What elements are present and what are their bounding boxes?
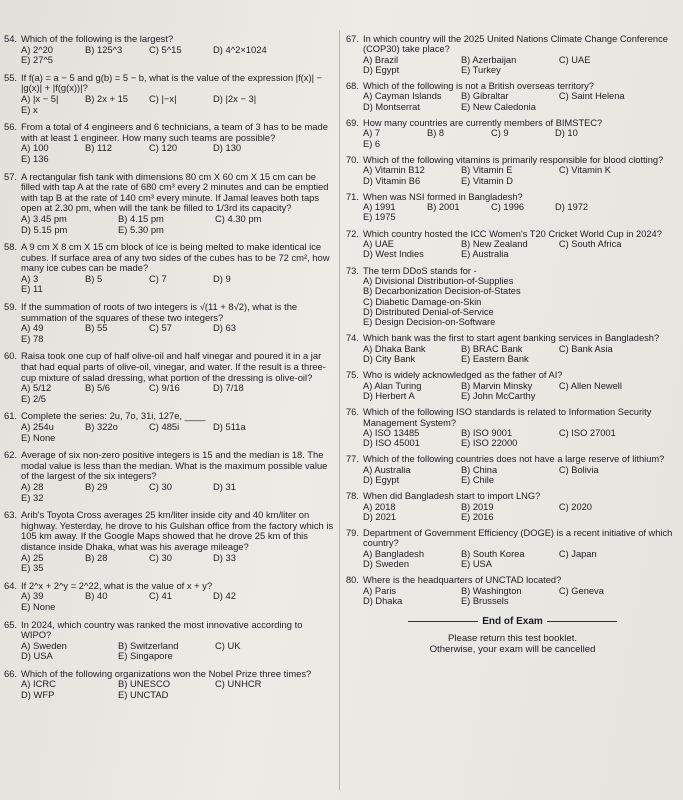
question-number: 59. [4, 301, 18, 313]
answer-option: B) Marvin Minsky [460, 380, 533, 391]
answer-option: B) 8 [427, 128, 445, 139]
question-number: 72. [346, 228, 359, 239]
question-55 [4, 73, 334, 115]
question-71 [346, 192, 679, 223]
column-divider [339, 30, 340, 790]
answer-options [346, 128, 679, 149]
question-text: A rectangular fish tank with dimensions 80 cm X 60 cm X 15 cm can be filled with tap A at the rate of 680 cm³ every 2 minutes and can be emptied with tap B at the rate of 140 cm³ every minute. If Jamal leaves both taps open at 2.30 pm, when will the tank be filled to 1/3rd its capacity? [21, 170, 329, 214]
answer-option: D) 63 [213, 322, 236, 334]
answer-options [4, 482, 334, 503]
answer-option: E) New Caledonia [460, 101, 536, 112]
question-text: Which country hosted the ICC Women's T20 Cricket World Cup in 2024? [363, 228, 662, 239]
question-text: If 2^x + 2^y = 2^22, what is the value of x + y? [21, 579, 213, 591]
answer-option: E) 78 [21, 332, 44, 344]
question-80 [346, 575, 679, 606]
answer-option: E) John McCarthy [460, 390, 536, 401]
answer-option: D) Egypt [363, 474, 400, 485]
question-72 [346, 229, 679, 260]
answer-option: E) 32 [21, 491, 44, 503]
answer-option: B) 28 [85, 551, 108, 563]
question-number: 61. [4, 410, 18, 422]
question-59 [4, 302, 334, 344]
answer-option: B) South Korea [460, 548, 525, 559]
question-65 [4, 620, 334, 662]
question-61 [4, 411, 334, 443]
answer-option: A) 3.45 pm [21, 212, 67, 224]
answer-option: C) UAE [558, 54, 591, 65]
question-74 [346, 333, 679, 364]
question-text: In which country will the 2025 United Nations Climate Change Conference (COP30) take place? [363, 34, 668, 55]
question-text: If f(a) = a − 5 and g(b) = 5 − b, what is the value of the expression |f(x)| − |g(x)| + |f(g(x))|? [21, 71, 323, 94]
question-number: 60. [4, 350, 18, 362]
answer-option: B) 322o [85, 421, 118, 432]
question-text: Which bank was the first to start agent banking services in Bangladesh? [363, 333, 660, 344]
answer-option: E) None [21, 600, 56, 612]
answer-option: D) Dhaka [363, 595, 403, 606]
question-number: 55. [4, 71, 18, 83]
question-number: 80. [346, 575, 359, 586]
question-64 [4, 581, 334, 613]
answer-option: E) 6 [363, 138, 381, 149]
return-booklet-note [346, 633, 679, 655]
answer-option: A) 39 [21, 590, 44, 602]
answer-option: A) ISO 13485 [363, 427, 420, 438]
answer-options [346, 465, 679, 486]
answer-option: A) Brazil [363, 54, 399, 65]
question-text: When was NSI formed in Bangladesh? [363, 191, 523, 202]
answer-option: C) UK [215, 639, 241, 651]
answer-option: A) Dhaka Bank [363, 343, 426, 354]
question-number: 75. [346, 370, 359, 381]
answer-option: C) ISO 27001 [558, 427, 616, 438]
question-text: The term DDoS stands for - [363, 265, 477, 276]
question-number: 57. [4, 170, 18, 182]
answer-option: A) Sweden [21, 639, 67, 651]
answer-option: C) UNHCR [215, 678, 262, 690]
answer-options [4, 383, 334, 404]
answer-option: C) 5^15 [149, 43, 182, 55]
question-number: 71. [346, 191, 359, 202]
answer-option: B) 40 [85, 590, 108, 602]
answer-options [4, 553, 334, 574]
answer-option: B) 125^3 [85, 43, 123, 55]
question-text: How many countries are currently members of BIMSTEC? [363, 118, 603, 129]
answer-options [346, 165, 679, 186]
answer-option: D) USA [21, 650, 53, 662]
answer-option: B) BRAC Bank [460, 343, 523, 354]
answer-options [346, 55, 679, 76]
answer-option: C) South Africa [558, 239, 622, 250]
question-text: In 2024, which country was ranked the most innovative according to WIPO? [21, 618, 303, 641]
answer-option: E) Design Decision-on-Software [363, 317, 496, 328]
question-number: 74. [346, 333, 359, 344]
note-line-2: Otherwise, your exam will be cancelled [429, 644, 596, 656]
answer-options [4, 323, 334, 344]
answer-option: E) x [21, 103, 38, 115]
right-column [346, 34, 679, 655]
question-text: When did Bangladesh start to import LNG? [363, 491, 541, 502]
question-number: 73. [346, 265, 359, 276]
answer-options [346, 381, 679, 402]
answer-option: D) City Bank [363, 354, 416, 365]
answer-option: C) Bolivia [558, 464, 599, 475]
answer-option: E) Chile [460, 474, 495, 485]
answer-option: B) 5 [85, 272, 103, 284]
answer-option: B) 29 [85, 480, 108, 492]
answer-options [4, 274, 334, 295]
question-56 [4, 122, 334, 164]
answer-options [346, 202, 679, 223]
answer-option: E) Brussels [460, 595, 509, 606]
answer-option: C) 1996 [491, 202, 525, 213]
answer-option: B) Washington [460, 585, 522, 596]
question-number: 62. [4, 449, 18, 461]
answer-option: C) 2020 [558, 501, 592, 512]
question-60 [4, 351, 334, 404]
answer-option: A) Cayman Islands [363, 91, 442, 102]
answer-option: A) 5/12 [21, 382, 52, 394]
question-67 [346, 34, 679, 75]
question-text: If the summation of roots of two integers is √(11 + 8√2), what is the summation of the squares of these two integers? [21, 301, 298, 323]
question-number: 67. [346, 34, 359, 44]
question-number: 69. [346, 118, 359, 129]
question-69 [346, 118, 679, 149]
answer-options [4, 94, 334, 115]
answer-option: D) |2x − 3| [213, 92, 257, 104]
answer-option: A) 100 [21, 142, 49, 154]
answer-option: A) 28 [21, 480, 44, 492]
answer-option: B) UNESCO [118, 678, 171, 690]
answer-option: C) 4.30 pm [215, 212, 262, 224]
question-number: 65. [4, 618, 18, 630]
answer-option: A) 49 [21, 322, 44, 334]
answer-option: E) 136 [21, 152, 49, 164]
end-label: End of Exam [482, 616, 543, 628]
question-63 [4, 510, 334, 574]
answer-option: A) 2^20 [21, 43, 54, 55]
answer-option: C) Geneva [558, 585, 604, 596]
answer-option: A) 25 [21, 551, 44, 563]
question-text: Which of the following is the largest? [21, 33, 174, 44]
answer-options [346, 428, 679, 449]
question-text: Where is the headquarters of UNCTAD located? [363, 575, 562, 586]
question-text: Complete the series: 2u, 7o, 31i, 127e, ____ [21, 410, 206, 422]
answer-option: A) Australia [363, 464, 411, 475]
answer-option: C) 485i [149, 421, 180, 432]
question-54 [4, 34, 334, 66]
question-text: Average of six non-zero positive integers is 15 and the median is 18. The modal value is less than the median. What is the maximum possible value of the largest of the six integers? [21, 449, 328, 482]
answer-option: A) 1991 [363, 202, 396, 213]
answer-option: E) Turkey [460, 64, 501, 75]
rule-left [408, 621, 478, 622]
answer-option: E) None [21, 431, 56, 443]
question-number: 56. [4, 121, 18, 133]
answer-option: D) 2021 [363, 511, 397, 522]
answer-options [346, 239, 679, 260]
answer-option: A) Paris [363, 585, 397, 596]
answer-option: C) Diabetic Damage-on-Skin [363, 296, 482, 307]
answer-option: D) Egypt [363, 64, 400, 75]
answer-option: D) Distributed Denial-of-Service [363, 306, 494, 317]
answer-option: B) Vitamin E [460, 165, 513, 176]
answer-option: A) 7 [363, 128, 381, 139]
question-number: 77. [346, 454, 359, 465]
answer-option: B) 2019 [460, 501, 494, 512]
answer-option: B) ISO 9001 [460, 427, 513, 438]
question-73 [346, 266, 679, 328]
question-text: Which of the following ISO standards is related to Information Security Management System? [363, 407, 652, 428]
answer-options [4, 45, 334, 66]
question-text: A 9 cm X 8 cm X 15 cm block of ice is being melted to make identical ice cubes. If surface area of any two sides of the cubes has to be 72 cm², how many ice cubes can be made? [21, 241, 330, 274]
question-62 [4, 450, 334, 503]
answer-option: D) 42 [213, 590, 236, 602]
answer-option: C) Allen Newell [558, 380, 622, 391]
answer-option: D) WFP [21, 689, 55, 701]
answer-option: C) 120 [149, 142, 178, 154]
answer-option: A) UAE [363, 239, 394, 250]
question-58 [4, 242, 334, 295]
question-number: 78. [346, 491, 359, 502]
question-77 [346, 454, 679, 485]
answer-option: A) Divisional Distribution-of-Supplies [363, 275, 514, 286]
question-text: Who is widely acknowledged as the father of AI? [363, 370, 563, 381]
answer-options [4, 143, 334, 164]
question-text: Which of the following countries does not have a large reserve of lithium? [363, 454, 665, 465]
answer-option: E) 5.30 pm [118, 223, 164, 235]
answer-option: E) Vitamin D [460, 175, 513, 186]
answer-option: B) Decarbonization Decision-of-States [363, 286, 521, 297]
question-number: 54. [4, 33, 18, 44]
answer-option: D) 5.15 pm [21, 223, 68, 235]
answer-option: C) Japan [558, 548, 597, 559]
question-number: 66. [4, 667, 18, 679]
answer-option: D) Sweden [363, 559, 409, 570]
answer-option: E) 27^5 [21, 54, 54, 66]
answer-option: A) Alan Turing [363, 380, 422, 391]
answer-option: B) Switzerland [118, 639, 179, 651]
question-number: 64. [4, 579, 18, 591]
answer-option: A) 254u [21, 421, 54, 432]
answer-option: E) 2016 [460, 511, 494, 522]
note-line-1: Please return this test booklet. [447, 633, 578, 645]
question-text: Which of the following organizations won the Nobel Prize three times? [21, 667, 312, 679]
answer-option: C) 9/16 [149, 382, 180, 394]
answer-option: A) Bangladesh [363, 548, 424, 559]
answer-option: C) 57 [149, 322, 172, 334]
answer-option: C) 30 [149, 480, 172, 492]
answer-option: D) Herbert A [363, 390, 415, 401]
answer-option: C) Saint Helena [558, 91, 625, 102]
answer-option: B) 112 [85, 142, 112, 154]
answer-option: D) 130 [213, 142, 242, 154]
answer-option: E) Australia [460, 249, 509, 260]
answer-option: E) 11 [21, 283, 43, 295]
answer-option: D) Montserrat [363, 101, 420, 112]
answer-options [346, 276, 679, 327]
question-70 [346, 155, 679, 186]
answer-option: D) West Indies [363, 249, 424, 260]
question-number: 63. [4, 509, 18, 521]
question-number: 79. [346, 528, 359, 539]
answer-option: B) 4.15 pm [118, 212, 164, 224]
question-78 [346, 491, 679, 522]
answer-option: D) 31 [213, 480, 236, 492]
question-number: 76. [346, 407, 359, 418]
answer-option: B) Gibraltar [460, 91, 509, 102]
answer-option: A) |x − 5| [21, 92, 59, 104]
answer-option: A) 3 [21, 272, 39, 284]
answer-option: D) 10 [555, 128, 578, 139]
answer-option: D) 511a [213, 421, 246, 432]
answer-option: E) Eastern Bank [460, 354, 529, 365]
answer-options [346, 91, 679, 112]
question-79 [346, 528, 679, 569]
answer-option: D) 4^2×1024 [213, 43, 267, 55]
question-text: Which of the following vitamins is primarily responsible for blood clotting? [363, 154, 664, 165]
answer-option: C) 30 [149, 551, 172, 563]
answer-option: E) UNCTAD [118, 689, 169, 701]
question-number: 68. [346, 81, 359, 92]
question-text: Raisa took one cup of half olive-oil and half vinegar and poured it in a jar that had equal parts of olive-oil, vinegar, and water. If the result is a three-cup mixture of salad dressing, what portion of the dressing is olive-oil? [21, 350, 326, 383]
question-66 [4, 669, 334, 701]
answer-option: C) 41 [149, 590, 172, 602]
question-number: 70. [346, 154, 359, 165]
answer-options [346, 586, 679, 607]
answer-options [4, 679, 334, 700]
answer-option: A) ICRC [21, 678, 56, 690]
answer-options [346, 549, 679, 570]
rule-right [547, 621, 617, 622]
answer-option: C) 7 [149, 272, 167, 284]
question-text: Arib's Toyota Cross averages 25 km/liter inside city and 40 km/liter on highway. Yesterday, he drove to his Gulshan office from the factory which is 105 km away. If the Google Maps showed that he drove 25 km of this distance inside Dhaka, what was his average mileage? [21, 509, 334, 552]
answer-options [346, 502, 679, 523]
answer-option: B) 2x + 15 [85, 92, 128, 104]
question-75 [346, 370, 679, 401]
answer-options [4, 641, 334, 662]
answer-option: D) ISO 45001 [363, 438, 420, 449]
answer-option: D) 33 [213, 551, 236, 563]
question-57 [4, 172, 334, 236]
left-column [4, 34, 334, 708]
answer-option: B) 5/6 [85, 382, 111, 394]
answer-option: A) Vitamin B12 [363, 165, 425, 176]
answer-option: E) 1975 [363, 212, 396, 223]
answer-options [4, 214, 334, 235]
answer-option: C) |−x| [149, 92, 177, 104]
question-number: 58. [4, 241, 18, 253]
answer-option: E) ISO 22000 [460, 438, 518, 449]
answer-option: D) 7/18 [213, 382, 244, 394]
answer-option: B) 55 [85, 322, 108, 334]
answer-option: C) Bank Asia [558, 343, 613, 354]
answer-option: B) New Zealand [460, 239, 528, 250]
answer-options [346, 344, 679, 365]
answer-option: D) 9 [213, 272, 231, 284]
question-text: Department of Government Efficiency (DOGE) is a recent initiative of which country? [363, 528, 673, 549]
answer-option: E) 2/5 [21, 392, 47, 404]
answer-options [4, 591, 334, 612]
answer-option: D) Vitamin B6 [363, 175, 421, 186]
answer-options [4, 422, 334, 443]
answer-option: B) 2001 [427, 202, 460, 213]
answer-option: B) China [460, 464, 498, 475]
question-text: Which of the following is not a British overseas territory? [363, 81, 594, 92]
question-text: From a total of 4 engineers and 6 technicians, a team of 3 has to be made with at least 1 engineer. How many such teams are possible? [21, 121, 328, 143]
answer-option: C) 9 [491, 128, 509, 139]
question-76 [346, 407, 679, 448]
answer-option: A) 2018 [363, 501, 396, 512]
answer-option: D) 1972 [555, 202, 589, 213]
end-of-exam [346, 616, 679, 627]
answer-option: E) USA [460, 559, 492, 570]
answer-option: E) 35 [21, 562, 44, 574]
answer-option: B) Azerbaijan [460, 54, 517, 65]
question-68 [346, 81, 679, 112]
answer-option: C) Vitamin K [558, 165, 611, 176]
answer-option: E) Singapore [118, 650, 173, 662]
